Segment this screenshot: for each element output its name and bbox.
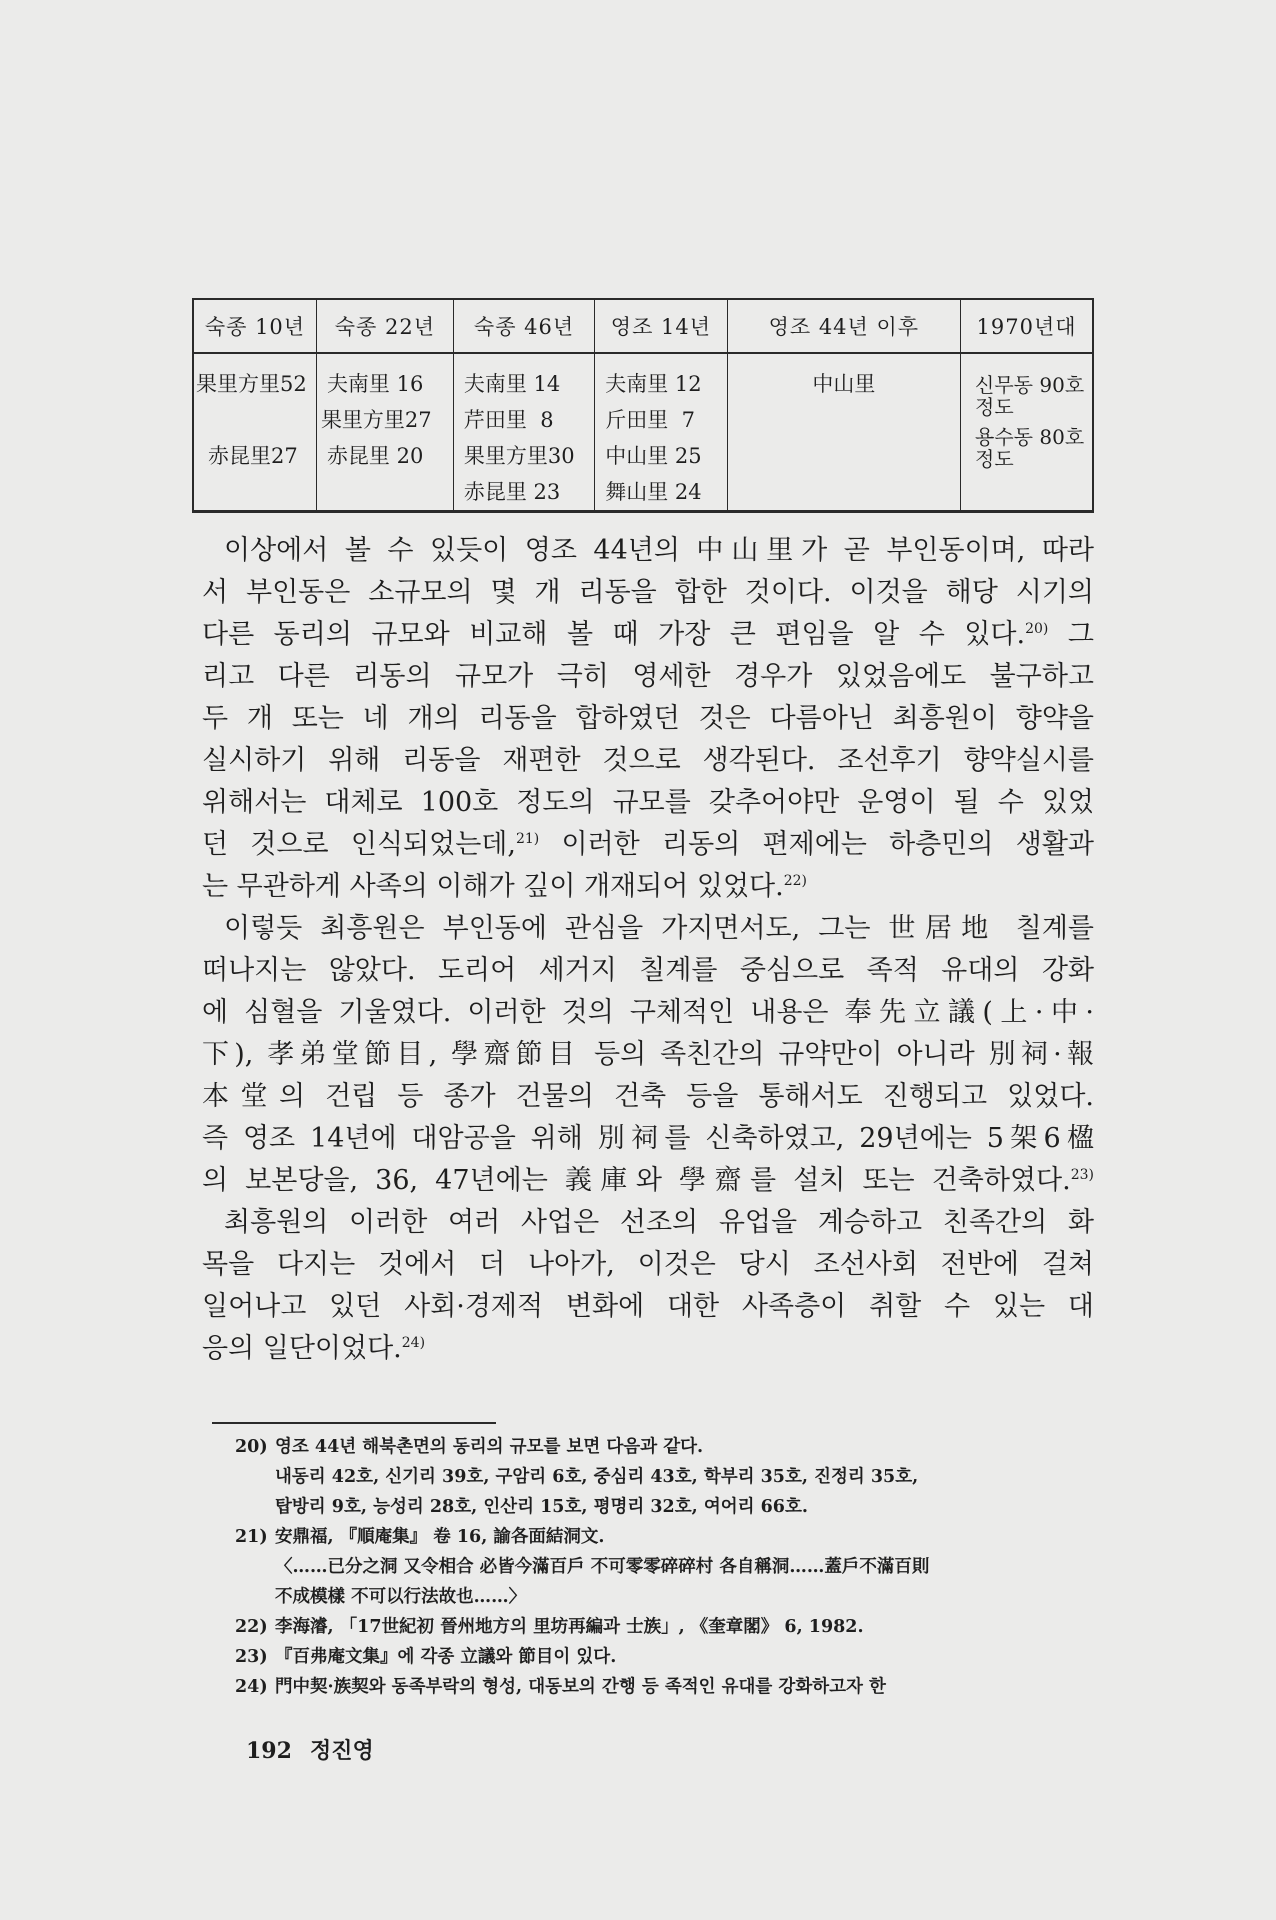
village-table [192,298,1094,513]
table-cell [453,353,594,512]
text-line: 下), 孝弟堂節目, 學齋節目 등의 족친간의 규약만이 아니라 別祠·報 [202,1039,1094,1070]
text-line: 에 심혈을 기울였다. 이러한 것의 구체적인 내용은 奉先立議(上·中· [202,997,1094,1028]
text-line: 이렇듯 최흥원은 부인동에 관심을 가지면서도, 그는 世居地 칠계를 [224,913,1094,944]
footnote-line: 〈……已分之洞 又令相合 必皆今滿百戶 不可零零碎碎村 各自稱洞……蓋戶不滿百則 [275,1557,930,1577]
table-header-cell: 숙종 10년 [193,299,316,353]
text-segment: 는 무관하게 사족의 이해가 깊이 개재되어 있었다. [202,871,784,902]
footnote-number: 20) [235,1437,268,1457]
table-cell-line: 果里方里52 [196,372,307,396]
table-header-cell: 영조 14년 [595,299,727,353]
footnote-line [235,1522,1105,1552]
footnote-ref: 22) [783,873,807,889]
text-segment: 던 것으로 인식되었는데, [202,829,516,860]
footnote-number: 21) [235,1527,268,1547]
text-segment: 이러한 리동의 편제에는 하층민의 생활과 [561,829,1094,860]
table-cell-line: 赤昆里 20 [326,444,424,468]
table-cell-line: 용수동 80호 정도 [975,425,1085,471]
text-segment: 그 [1067,619,1094,650]
footnote-line [235,1612,1105,1642]
table-cell-line: 果里方里27 [320,408,432,432]
text-line: 떠나지는 않았다. 도리어 세거지 칠계를 중심으로 족적 유대의 강화 [202,955,1094,986]
table-cell-line: 赤昆里27 [208,444,298,468]
text-line: 즉 영조 14년에 대암공을 위해 別祠를 신축하였고, 29년에는 5架6楹 [202,1123,1094,1154]
table-cell [727,353,960,512]
table-row [193,353,1093,512]
text-line: 이상에서 볼 수 있듯이 영조 44년의 中山里가 곧 부인동이며, 따라 [224,535,1094,566]
footnote-number: 23) [235,1647,268,1667]
footnote-number: 24) [235,1677,268,1697]
footnote-line [235,1432,1105,1462]
table-header-cell: 1970년대 [961,299,1093,353]
table-cell-line: 中山里 [812,372,876,396]
text-segment: 의 보본당을, 36, 47년에는 義庫와 學齋를 설치 또는 건축하였다. [202,1165,1071,1196]
table-header-cell: 영조 44년 이후 [727,299,960,353]
footnotes [235,1432,1105,1702]
footnote-number: 22) [235,1617,268,1637]
page-number: 192 [246,1738,292,1764]
text-line: 리고 다른 리동의 규모가 극히 영세한 경우가 있었음에도 불구하고 [202,661,1094,692]
table-cell-line: 舞山里 24 [605,480,702,504]
text-segment: 응의 일단이었다. [202,1333,402,1364]
footnote-ref: 24) [401,1335,426,1351]
table-cell-line: 夫南里 12 [605,372,702,396]
table-cell-line [194,402,316,438]
footnote-text: 門中契·族契와 동족부락의 형성, 대동보의 간행 등 족적인 유대를 강화하고자 한 [275,1677,886,1697]
footnote-ref: 21) [515,831,540,847]
text-line [202,614,1094,656]
footnote-ref: 20) [1025,621,1049,637]
table-cell-line: 芹田里 8 [463,408,554,432]
author-name: 정진영 [309,1738,374,1764]
table-cell [316,353,453,512]
footnote-text: 安鼎福, 『順庵集』 卷 16, 諭各面結洞文. [275,1527,605,1547]
footnote-text: 영조 44년 해북촌면의 동리의 규모를 보면 다음과 같다. [275,1437,704,1457]
table-cell [595,353,727,512]
table-header-cell: 숙종 46년 [453,299,594,353]
text-line [202,866,1094,908]
text-line: 本堂의 건립 등 종가 건물의 건축 등을 통해서도 진행되고 있었다. [202,1081,1094,1112]
text-line: 목을 다지는 것에서 더 나아가, 이것은 당시 조선사회 전반에 걸쳐 [202,1249,1094,1280]
text-line [202,824,1094,866]
table-cell-line: 中山里 25 [605,444,702,468]
table-header-row [193,299,1093,353]
table-cell-line: 赤昆里 23 [463,480,561,504]
text-line: 위해서는 대체로 100호 정도의 규모를 갖추어야만 운영이 될 수 있었 [202,787,1094,818]
footnote-text: 李海濬, 「17世紀初 晉州地方의 里坊再編과 士族」, 《奎章閣》 6, 1982. [275,1617,864,1637]
table-cell-line: 夫南里 14 [463,372,561,396]
text-line: 서 부인동은 소규모의 몇 개 리동을 합한 것이다. 이것을 해당 시기의 [202,577,1094,608]
footnote-divider [212,1422,496,1424]
footnote-text: 『百弗庵文集』에 각종 立議와 節目이 있다. [275,1647,617,1667]
table-cell-line: 신무동 90호 정도 [975,373,1085,419]
footnote-ref: 23) [1070,1167,1094,1183]
table-cell-line: 斤田里 7 [605,408,695,432]
text-line: 두 개 또는 네 개의 리동을 합하였던 것은 다름아닌 최흥원이 향약을 [202,703,1094,734]
footnote-line: 탑방리 9호, 능성리 28호, 인산리 15호, 평명리 32호, 여어리 66호. [275,1497,808,1517]
footnote-line: 不成模樣 不可以行法故也……〉 [275,1587,527,1607]
table-cell [193,353,316,512]
table-cell-line: 夫南里 16 [326,372,424,396]
text-segment: 다른 동리의 규모와 비교해 볼 때 가장 큰 편임을 알 수 있다. [202,619,1026,650]
table-header-cell: 숙종 22년 [316,299,453,353]
text-line: 일어나고 있던 사회·경제적 변화에 대한 사족층이 취할 수 있는 대 [202,1291,1094,1322]
footnote-line [235,1642,1105,1672]
body-text [202,530,1094,1370]
text-line [202,1160,1094,1202]
footnote-line: 내동리 42호, 신기리 39호, 구암리 6호, 중심리 43호, 학부리 35호, 진정리 35호, [275,1467,919,1487]
table-cell [961,353,1093,512]
page-footer [246,1734,392,1765]
text-line: 실시하기 위해 리동을 재편한 것으로 생각된다. 조선후기 향약실시를 [202,745,1094,776]
text-line [202,1328,1094,1370]
footnote-line [235,1672,1105,1702]
text-line: 최흥원의 이러한 여러 사업은 선조의 유업을 계승하고 친족간의 화 [224,1207,1094,1238]
table-cell-line: 果里方里30 [463,444,575,468]
